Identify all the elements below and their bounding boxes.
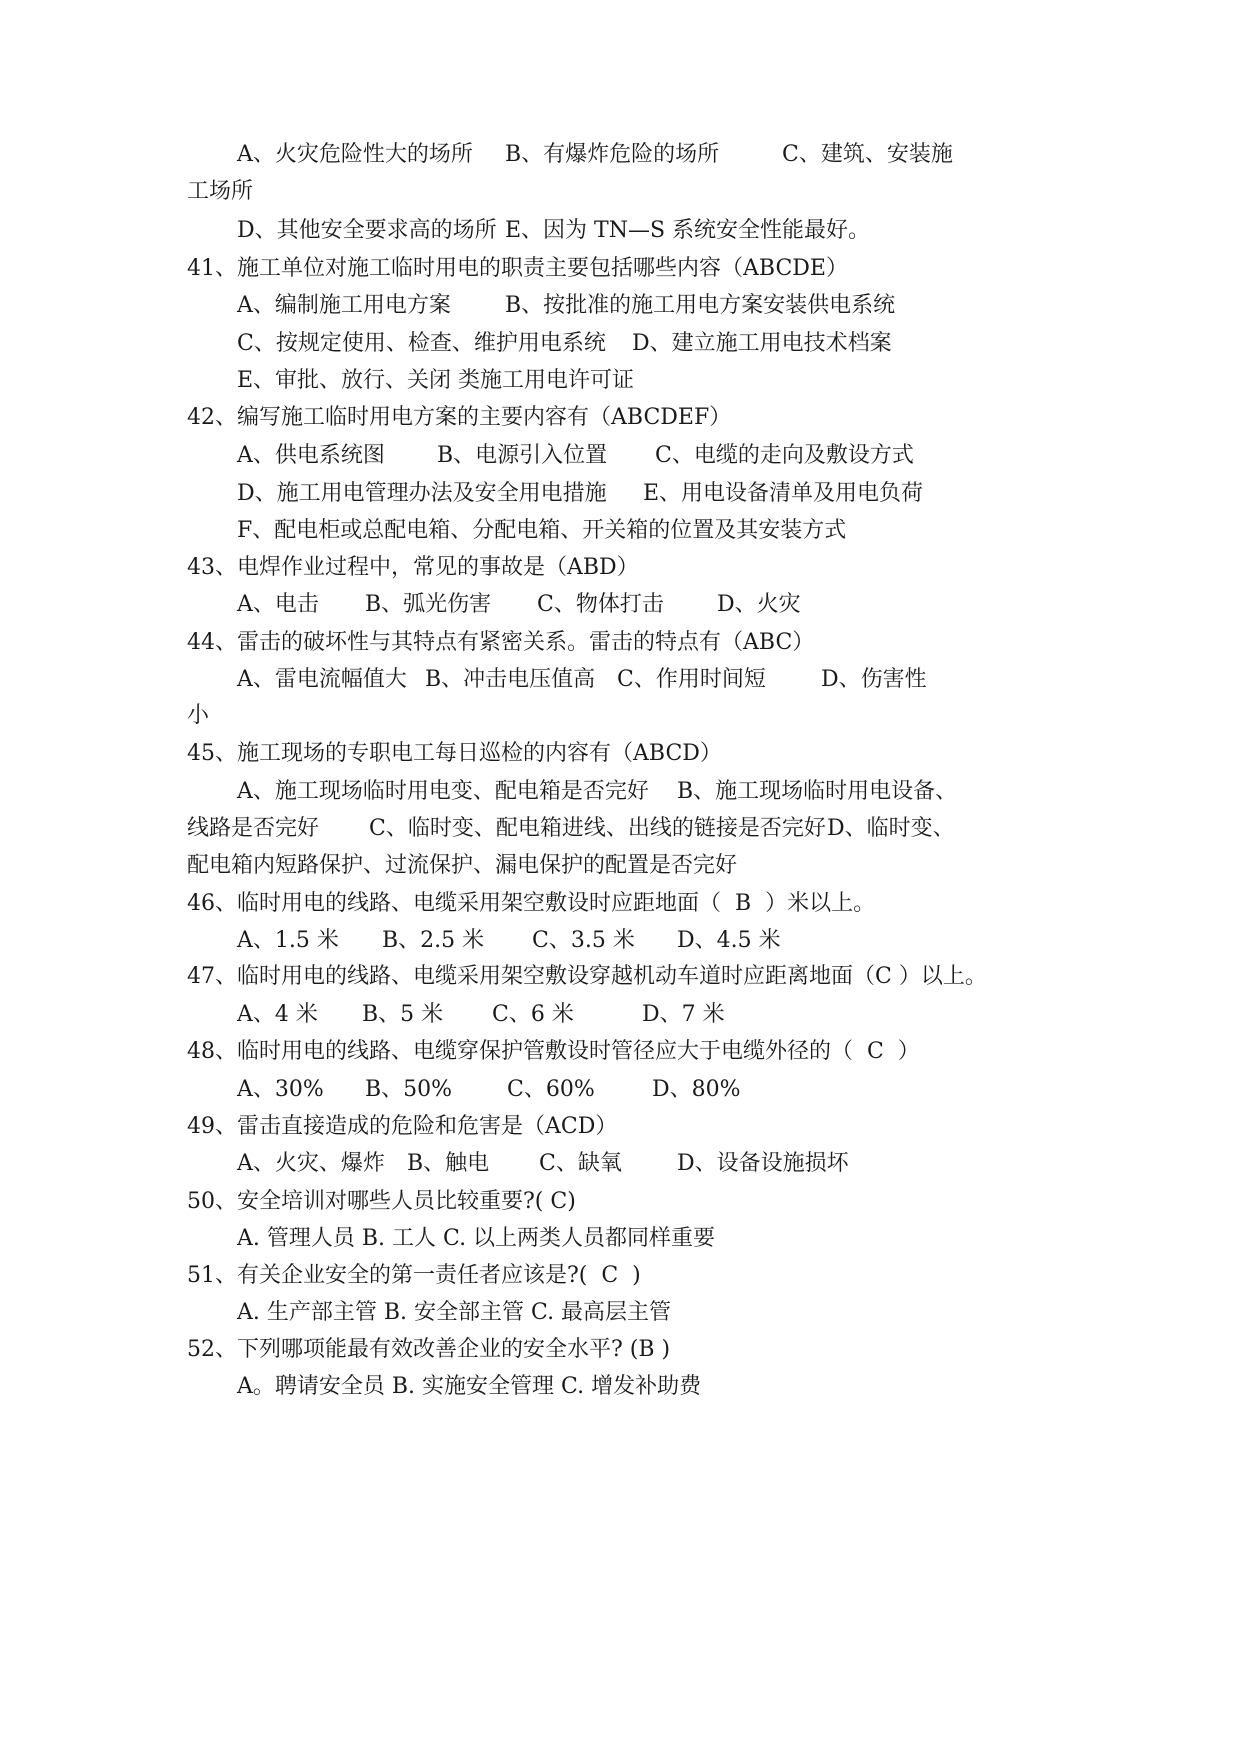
text-segment: C、临时变、配电箱进线、出线的链接是否完好 — [369, 816, 826, 841]
text-segment: 41、施工单位对施工临时用电的职责主要包括哪些内容（ABCDE） — [187, 256, 848, 281]
text-segment: C、按规定使用、检查、维护用电系统 — [237, 331, 606, 356]
text-segment: 工场所 — [187, 179, 254, 204]
text-segment: A、1.5 米 — [237, 928, 339, 953]
text-segment: D、4.5 米 — [677, 928, 781, 953]
text-segment: E、用电设备清单及用电负荷 — [643, 481, 924, 506]
text-segment: 51、有关企业安全的第一责任者应该是?( C ) — [187, 1263, 641, 1288]
text-segment: E、因为 TN—S 系统安全性能最好。 — [505, 218, 871, 243]
text-segment: A、电击 — [237, 592, 319, 617]
text-segment: D、伤害性 — [821, 667, 927, 692]
text-segment: C、3.5 米 — [532, 928, 635, 953]
text-segment: A、30% — [237, 1077, 324, 1102]
text-segment: B、电源引入位置 — [437, 443, 608, 468]
text-segment: B、50% — [365, 1077, 453, 1102]
text-segment: 50、安全培训对哪些人员比较重要?( C) — [187, 1189, 576, 1214]
text-segment: 小 — [187, 703, 210, 728]
text-segment: A、火灾危险性大的场所 — [237, 142, 473, 167]
text-segment: C、建筑、安装施 — [782, 142, 953, 167]
text-segment: B、5 米 — [362, 1002, 444, 1027]
text-segment: 48、临时用电的线路、电缆穿保护管敷设时管径应大于电缆外径的（ C ） — [187, 1039, 920, 1064]
text-segment: 44、雷击的破坏性与其特点有紧密关系。雷击的特点有（ABC） — [187, 630, 815, 655]
text-segment: 52、下列哪项能最有效改善企业的安全水平? (B ) — [187, 1337, 671, 1362]
text-segment: C、缺氧 — [539, 1151, 622, 1176]
text-segment: D、建立施工用电技术档案 — [632, 331, 892, 356]
text-segment: D、80% — [652, 1077, 741, 1102]
text-segment: 43、电焊作业过程中，常见的事故是（ABD） — [187, 555, 639, 580]
text-segment: C、60% — [507, 1077, 595, 1102]
text-segment: C、6 米 — [492, 1002, 574, 1027]
text-segment: E、审批、放行、关闭 类施工用电许可证 — [237, 368, 635, 393]
text-segment: C、电缆的走向及敷设方式 — [655, 443, 914, 468]
text-segment: 49、雷击直接造成的危险和危害是（ACD） — [187, 1114, 618, 1139]
text-segment: D、施工用电管理办法及安全用电措施 — [237, 481, 607, 506]
text-segment: 配电箱内短路保护、过流保护、漏电保护的配置是否完好 — [187, 853, 738, 878]
text-segment: B、2.5 米 — [382, 928, 485, 953]
text-segment: D、7 米 — [642, 1002, 725, 1027]
text-segment: B、弧光伤害 — [365, 592, 492, 617]
text-segment: A、编制施工用电方案 — [237, 293, 451, 318]
text-segment: 45、施工现场的专职电工每日巡检的内容有（ABCD） — [187, 741, 722, 766]
text-segment: C、物体打击 — [537, 592, 664, 617]
text-segment: A、施工现场临时用电变、配电箱是否完好 — [237, 779, 649, 804]
text-segment: A、火灾、爆炸 — [237, 1151, 385, 1176]
text-segment: A. 生产部主管 B. 安全部主管 C. 最高层主管 — [237, 1300, 672, 1325]
text-segment: D、临时变、 — [827, 816, 955, 841]
text-segment: A、雷电流幅值大 — [237, 667, 407, 692]
text-segment: D、火灾 — [717, 592, 801, 617]
text-segment: F、配电柜或总配电箱、分配电箱、开关箱的位置及其安装方式 — [237, 518, 847, 543]
text-segment: A. 管理人员 B. 工人 C. 以上两类人员都同样重要 — [237, 1226, 716, 1251]
text-segment: 47、临时用电的线路、电缆采用架空敷设穿越机动车道时应距离地面（C ）以上。 — [187, 964, 987, 989]
text-segment: D、设备设施损坏 — [677, 1151, 849, 1176]
text-segment: A。聘请安全员 B. 实施安全管理 C. 增发补助费 — [237, 1374, 702, 1399]
text-segment: 46、临时用电的线路、电缆采用架空敷设时应距地面（ B ）米以上。 — [187, 891, 876, 916]
text-segment: 线路是否完好 — [187, 816, 320, 841]
text-segment: B、冲击电压值高 — [425, 667, 596, 692]
text-segment: B、施工现场临时用电设备、 — [677, 779, 958, 804]
text-segment: A、4 米 — [237, 1002, 318, 1027]
text-segment: 42、编写施工临时用电方案的主要内容有（ABCDEF） — [187, 405, 732, 430]
text-segment: C、作用时间短 — [617, 667, 766, 692]
text-segment: A、供电系统图 — [237, 443, 385, 468]
text-segment: D、其他安全要求高的场所 — [237, 218, 497, 243]
text-segment: B、触电 — [407, 1151, 490, 1176]
text-segment: B、有爆炸危险的场所 — [505, 142, 720, 167]
text-segment: B、按批准的施工用电方案安装供电系统 — [505, 293, 896, 318]
